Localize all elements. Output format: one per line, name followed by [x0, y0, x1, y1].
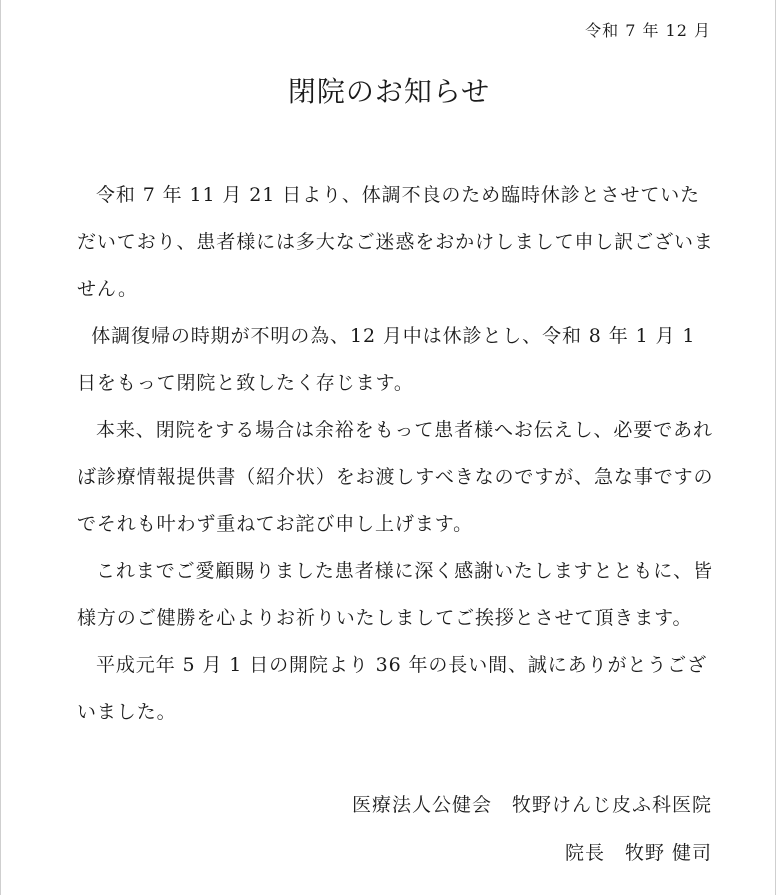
paragraph-gratitude: これまでご愛顧賜りました患者様に深く感謝いたしますとともに、皆様方のご健勝を心よりお祈りいたしましてご挨拶とさせて頂きます。 [77, 560, 713, 629]
paragraph-closure-reason: 令和 7 年 11 月 21 日より、体調不良のため臨時休診とさせていただいており、患者様には多大なご迷惑をおかけしまして申し訳ございません。 [77, 184, 714, 300]
paragraph-thanks: 平成元年 5 月 1 日の開院より 36 年の長い間、誠にありがとうございました。 [77, 654, 707, 723]
notice-date: 令和 7 年 12 月 [585, 21, 711, 40]
director-signature: 院長 牧野 健司 [564, 842, 712, 864]
notice-body [77, 172, 717, 736]
clinic-name: 医療法人公健会 牧野けんじ皮ふ科医院 [351, 794, 712, 816]
page-title: 閉院のお知らせ [287, 75, 491, 108]
paragraph-closure-date: 体調復帰の時期が不明の為、12 月中は休診とし、令和 8 年 1 月 1 日をもって閉院と致したく存じます。 [77, 325, 696, 394]
paragraph-apology: 本来、閉院をする場合は余裕をもって患者様へお伝えし、必要であれば診療情報提供書（紹介状）をお渡しすべきなのですが、急な事ですのでそれも叶わず重ねてお詫び申し上げます。 [77, 419, 714, 535]
